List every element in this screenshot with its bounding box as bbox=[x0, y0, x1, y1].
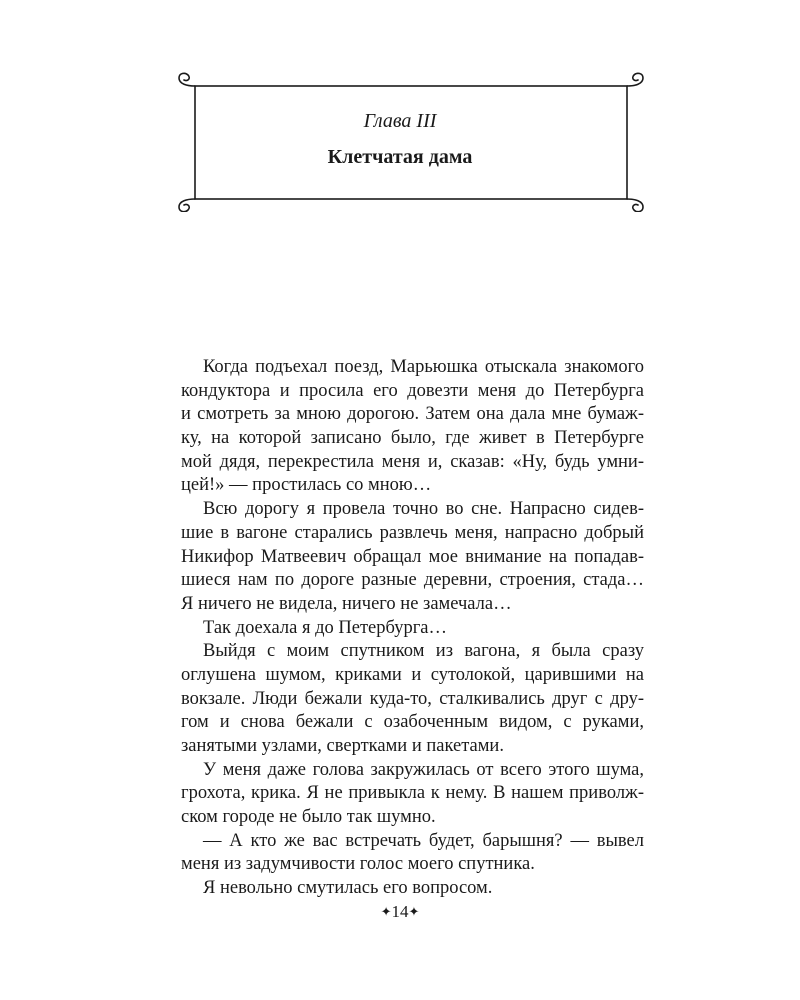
text-line: ку, на которой записано было, где живет в Петербурге bbox=[181, 428, 644, 449]
body-text bbox=[181, 356, 644, 901]
text-line: Выйдя с моим спутником из вагона, я была сразу bbox=[203, 641, 644, 662]
text-line: Я ничего не видела, ничего не замечала… bbox=[181, 593, 512, 614]
text-line: грохота, крика. Я не привыкла к нему. В нашем приволж- bbox=[181, 783, 644, 804]
text-line: ском городе не было так шумно. bbox=[181, 807, 436, 828]
chapter-frame bbox=[176, 72, 646, 212]
text-line: оглушена шумом, криками и сутолокой, царившими на bbox=[181, 664, 644, 685]
text-line: гом и снова бежали с озабоченным видом, с руками, bbox=[181, 712, 644, 733]
chapter-title: Клетчатая дама bbox=[327, 146, 473, 168]
text-line: меня из задумчивости голос моего спутника. bbox=[181, 854, 535, 875]
text-line: Никифор Матвеевич обращал мое внимание на попадав- bbox=[181, 546, 644, 567]
text-line: У меня даже голова закружилась от всего этого шума, bbox=[203, 759, 644, 780]
text-line: Я невольно смутилась его вопросом. bbox=[203, 878, 493, 899]
text-line: Так доехала я до Петербурга… bbox=[203, 617, 448, 638]
ornament-star-right: ✦ bbox=[408, 904, 420, 919]
ornamental-frame-border bbox=[176, 72, 646, 212]
text-line: мой дядя, перекрестила меня и, сказав: «Ну, будь умни- bbox=[181, 451, 644, 472]
text-line: шие в вагоне старались развлечь меня, напрасно добрый bbox=[181, 522, 644, 543]
page-number-value: 14 bbox=[391, 902, 409, 921]
ornament-star-left: ✦ bbox=[380, 904, 392, 919]
text-line: Когда подъехал поезд, Марьюшка отыскала знакомого bbox=[203, 357, 644, 377]
page-number bbox=[0, 902, 800, 922]
text-line: цей!» — простилась со мною… bbox=[181, 475, 432, 496]
text-line: кондуктора и просила его довезти меня до Петербурга bbox=[181, 380, 644, 401]
text-line: вокзале. Люди бежали куда-то, сталкивались друг с дру- bbox=[181, 688, 644, 709]
text-line: и смотреть за мною дорогою. Затем она дала мне бумаж- bbox=[181, 404, 644, 425]
chapter-label: Глава III bbox=[363, 110, 437, 132]
text-line: Всю дорогу я провела точно во сне. Напрасно сидев- bbox=[203, 499, 644, 520]
text-line: шиеся нам по дороге разные деревни, строения, стада… bbox=[181, 570, 644, 591]
text-line: — А кто же вас встречать будет, барышня? — вывел bbox=[203, 830, 644, 851]
text-line: занятыми узлами, свертками и пакетами. bbox=[181, 736, 504, 756]
